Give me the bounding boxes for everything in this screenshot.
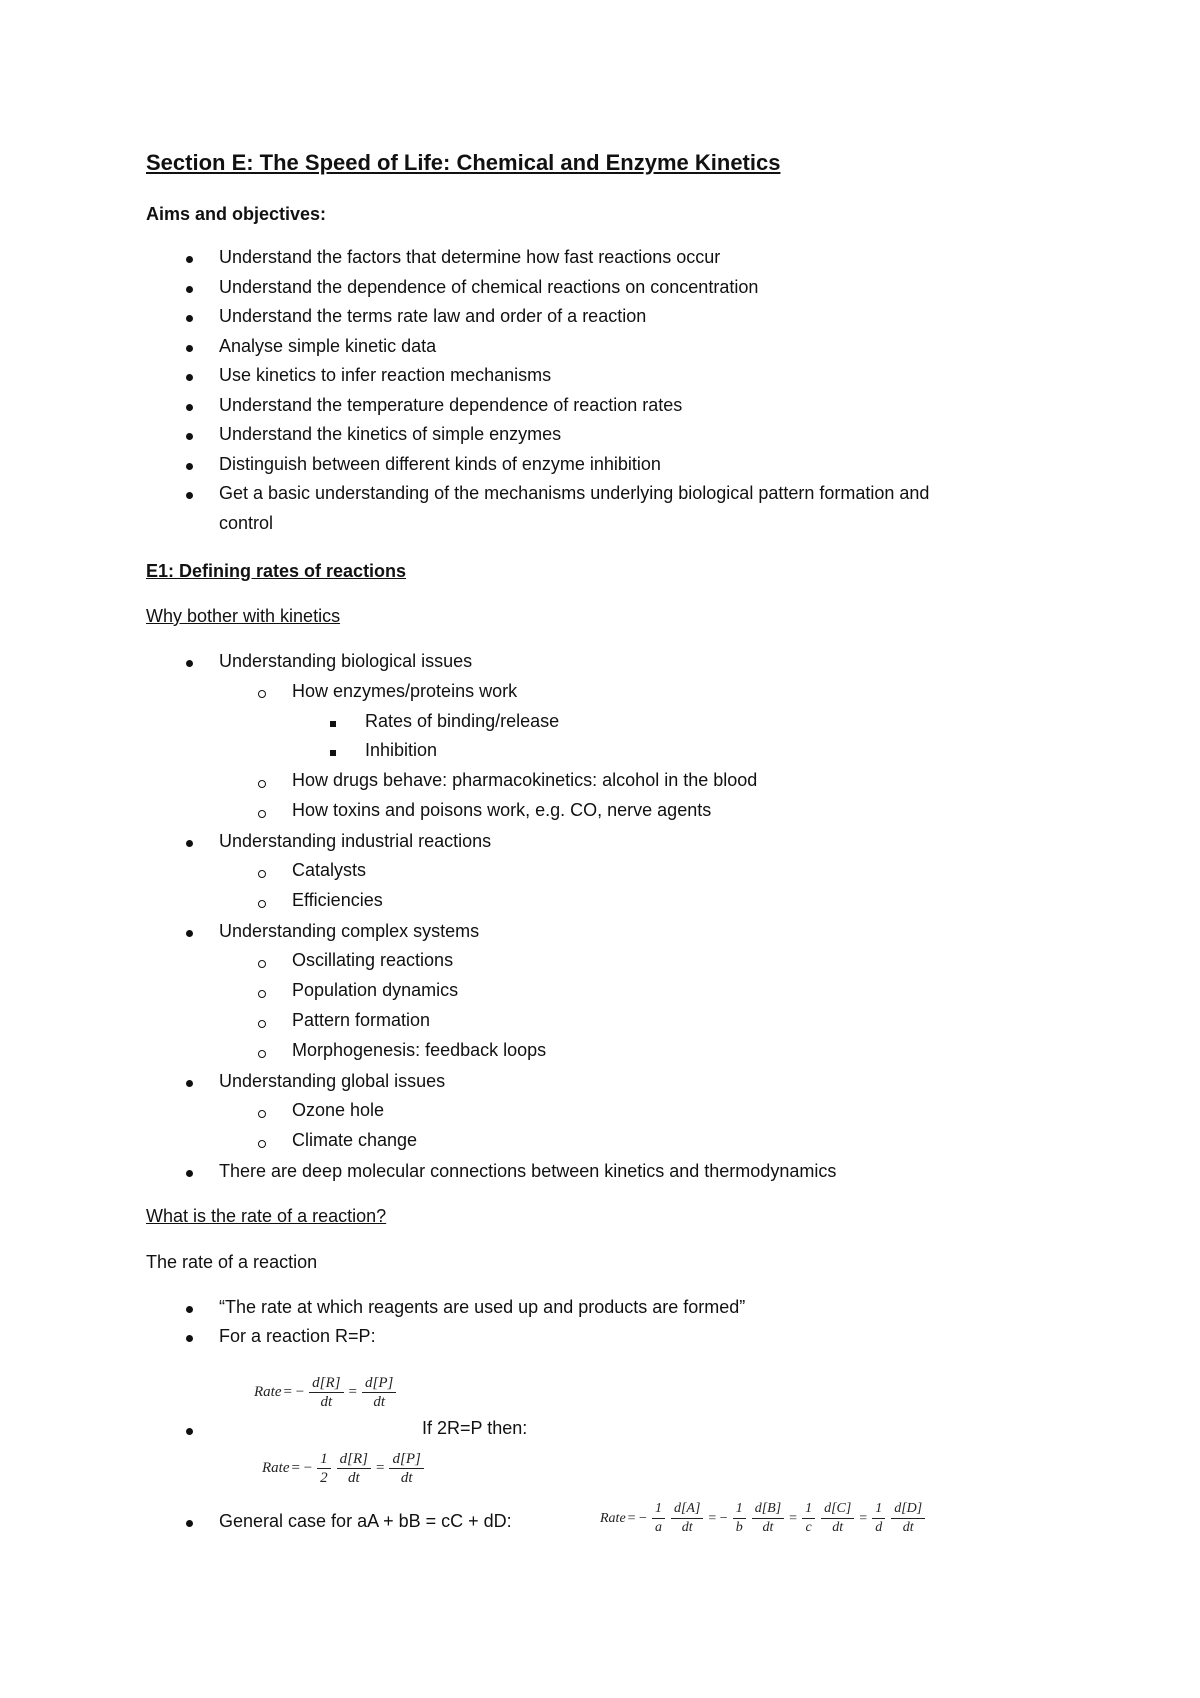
bullet-circle-icon xyxy=(258,990,266,998)
bullet-circle-icon xyxy=(258,1050,266,1058)
rate-item: For a reaction R=P: xyxy=(219,1326,376,1346)
bullet-square-icon xyxy=(330,750,336,756)
eq-coefficient: 1 xyxy=(872,1500,885,1519)
section-heading-e1: E1: Defining rates of reactions xyxy=(146,561,407,581)
why-subitem: How drugs behave: pharmacokinetics: alcohol in the blood xyxy=(292,770,758,790)
bullet-circle-icon xyxy=(258,1110,266,1118)
why-item: Understanding industrial reactions xyxy=(219,831,492,851)
eq-numerator: d[C] xyxy=(821,1500,854,1519)
bullet-circle-icon xyxy=(258,810,266,818)
eq-coefficient: 1 xyxy=(317,1450,331,1469)
why-item: Understanding biological issues xyxy=(219,651,473,671)
bullet-circle-icon xyxy=(258,1140,266,1148)
why-subsubitem: Rates of binding/release xyxy=(365,711,560,731)
why-subitem: Catalysts xyxy=(292,860,367,880)
aim-item: Understand the temperature dependence of reaction rates xyxy=(219,395,683,415)
equation-rate-r-p: Rate = − $\frac{d[R]}{dt}$ = $\frac{d[P]}{dt}$ xyxy=(254,1374,399,1411)
why-subsubitem: Inhibition xyxy=(365,740,438,760)
eq-denominator: dt xyxy=(373,1394,385,1410)
rate-item: If 2R=P then: xyxy=(422,1418,528,1438)
bullet-dot-icon xyxy=(186,433,193,440)
bullet-dot-icon xyxy=(186,1170,193,1177)
equation-rate-general: Rate = − $\frac{1}{a}$ $\frac{d[A]}{dt}$ = − $\frac{1}{b}$ $\frac{d[B]}{dt}$ = $\frac{1}{c}$ $\frac{d[C]}{dt}$ = $\frac{1}{d}$ $\frac{d[D]}{dt}$ xyxy=(600,1500,928,1537)
eq-numerator: d[D] xyxy=(891,1500,925,1519)
eq-denominator: dt xyxy=(400,1470,413,1486)
why-subitem: Population dynamics xyxy=(292,980,459,1000)
subheading-why-kinetics: Why bother with kinetics xyxy=(146,606,341,626)
eq-coefficient: 1 xyxy=(652,1500,665,1519)
aim-item: Understand the factors that determine how fast reactions occur xyxy=(219,247,721,267)
why-subitem: Ozone hole xyxy=(292,1100,385,1120)
eq-coefficient-den: b xyxy=(735,1520,743,1535)
eq-numerator: d[B] xyxy=(752,1500,784,1519)
why-item: Understanding complex systems xyxy=(219,921,480,941)
bullet-dot-icon xyxy=(186,256,193,263)
bullet-dot-icon xyxy=(186,404,193,411)
aim-item: Distinguish between different kinds of enzyme inhibition xyxy=(219,454,661,474)
eq-denominator: dt xyxy=(681,1520,693,1535)
bullet-dot-icon xyxy=(186,1080,193,1087)
why-subitem: Pattern formation xyxy=(292,1010,431,1030)
bullet-circle-icon xyxy=(258,1020,266,1028)
aim-item: Understand the terms rate law and order of a reaction xyxy=(219,306,647,326)
eq-denominator: dt xyxy=(348,1470,360,1486)
why-subitem: Morphogenesis: feedback loops xyxy=(292,1040,547,1060)
equation-rate-2r-p: Rate = − $\frac{1}{2}$ $\frac{d[R]}{dt}$ = $\frac{d[P]}{dt}$ xyxy=(262,1450,427,1487)
why-subitem: How enzymes/proteins work xyxy=(292,681,518,701)
eq-denominator: dt xyxy=(902,1520,914,1535)
bullet-dot-icon xyxy=(186,492,193,499)
bullet-dot-icon xyxy=(186,374,193,381)
eq-denominator: dt xyxy=(320,1394,333,1410)
why-item: There are deep molecular connections between kinetics and thermodynamics xyxy=(219,1161,837,1181)
eq-numerator: d[A] xyxy=(671,1500,703,1519)
eq-rate-label: Rate xyxy=(262,1460,290,1476)
bullet-dot-icon xyxy=(186,840,193,847)
bullet-dot-icon xyxy=(186,1335,193,1342)
bullet-circle-icon xyxy=(258,780,266,788)
aim-item-continued: control xyxy=(219,513,274,533)
bullet-dot-icon xyxy=(186,1306,193,1313)
aim-item: Analyse simple kinetic data xyxy=(219,336,437,356)
bullet-dot-icon xyxy=(186,286,193,293)
rate-intro: The rate of a reaction xyxy=(146,1252,318,1272)
bullet-circle-icon xyxy=(258,960,266,968)
eq-coefficient-den: 2 xyxy=(320,1470,328,1486)
eq-numerator: d[P] xyxy=(362,1374,396,1393)
eq-denominator: dt xyxy=(832,1520,844,1535)
rate-item: “The rate at which reagents are used up and products are formed” xyxy=(219,1297,746,1317)
aim-item: Use kinetics to infer reaction mechanisms xyxy=(219,365,552,385)
why-subitem: Climate change xyxy=(292,1130,418,1150)
bullet-dot-icon xyxy=(186,1428,193,1435)
bullet-dot-icon xyxy=(186,463,193,470)
eq-numerator: d[P] xyxy=(389,1450,423,1469)
eq-coefficient: 1 xyxy=(802,1500,815,1519)
why-subitem: How toxins and poisons work, e.g. CO, nerve agents xyxy=(292,800,712,820)
bullet-dot-icon xyxy=(186,315,193,322)
bullet-circle-icon xyxy=(258,690,266,698)
eq-coefficient-den: a xyxy=(654,1520,662,1535)
why-subitem: Oscillating reactions xyxy=(292,950,454,970)
aim-item: Understand the dependence of chemical reactions on concentration xyxy=(219,277,759,297)
eq-rate-label: Rate xyxy=(600,1510,626,1526)
aim-item: Understand the kinetics of simple enzymes xyxy=(219,424,562,444)
aims-heading: Aims and objectives: xyxy=(146,204,327,224)
bullet-circle-icon xyxy=(258,900,266,908)
page-title: Section E: The Speed of Life: Chemical and Enzyme Kinetics xyxy=(146,150,781,175)
bullet-circle-icon xyxy=(258,870,266,878)
bullet-dot-icon xyxy=(186,1520,193,1527)
eq-numerator: d[R] xyxy=(309,1374,343,1393)
eq-coefficient-den: c xyxy=(805,1520,812,1535)
eq-coefficient: 1 xyxy=(733,1500,746,1519)
eq-rate-label: Rate xyxy=(254,1384,282,1400)
eq-denominator: dt xyxy=(762,1520,774,1535)
bullet-dot-icon xyxy=(186,345,193,352)
bullet-square-icon xyxy=(330,721,336,727)
aim-item: Get a basic understanding of the mechanisms underlying biological pattern formation and xyxy=(219,483,930,503)
bullet-dot-icon xyxy=(186,660,193,667)
bullet-dot-icon xyxy=(186,930,193,937)
eq-coefficient-den: d xyxy=(875,1520,883,1535)
why-subitem: Efficiencies xyxy=(292,890,383,910)
why-item: Understanding global issues xyxy=(219,1071,446,1091)
eq-numerator: d[R] xyxy=(337,1450,371,1469)
subheading-what-is-rate: What is the rate of a reaction? xyxy=(146,1206,387,1226)
rate-item: General case for aA + bB = cC + dD: xyxy=(219,1511,512,1531)
